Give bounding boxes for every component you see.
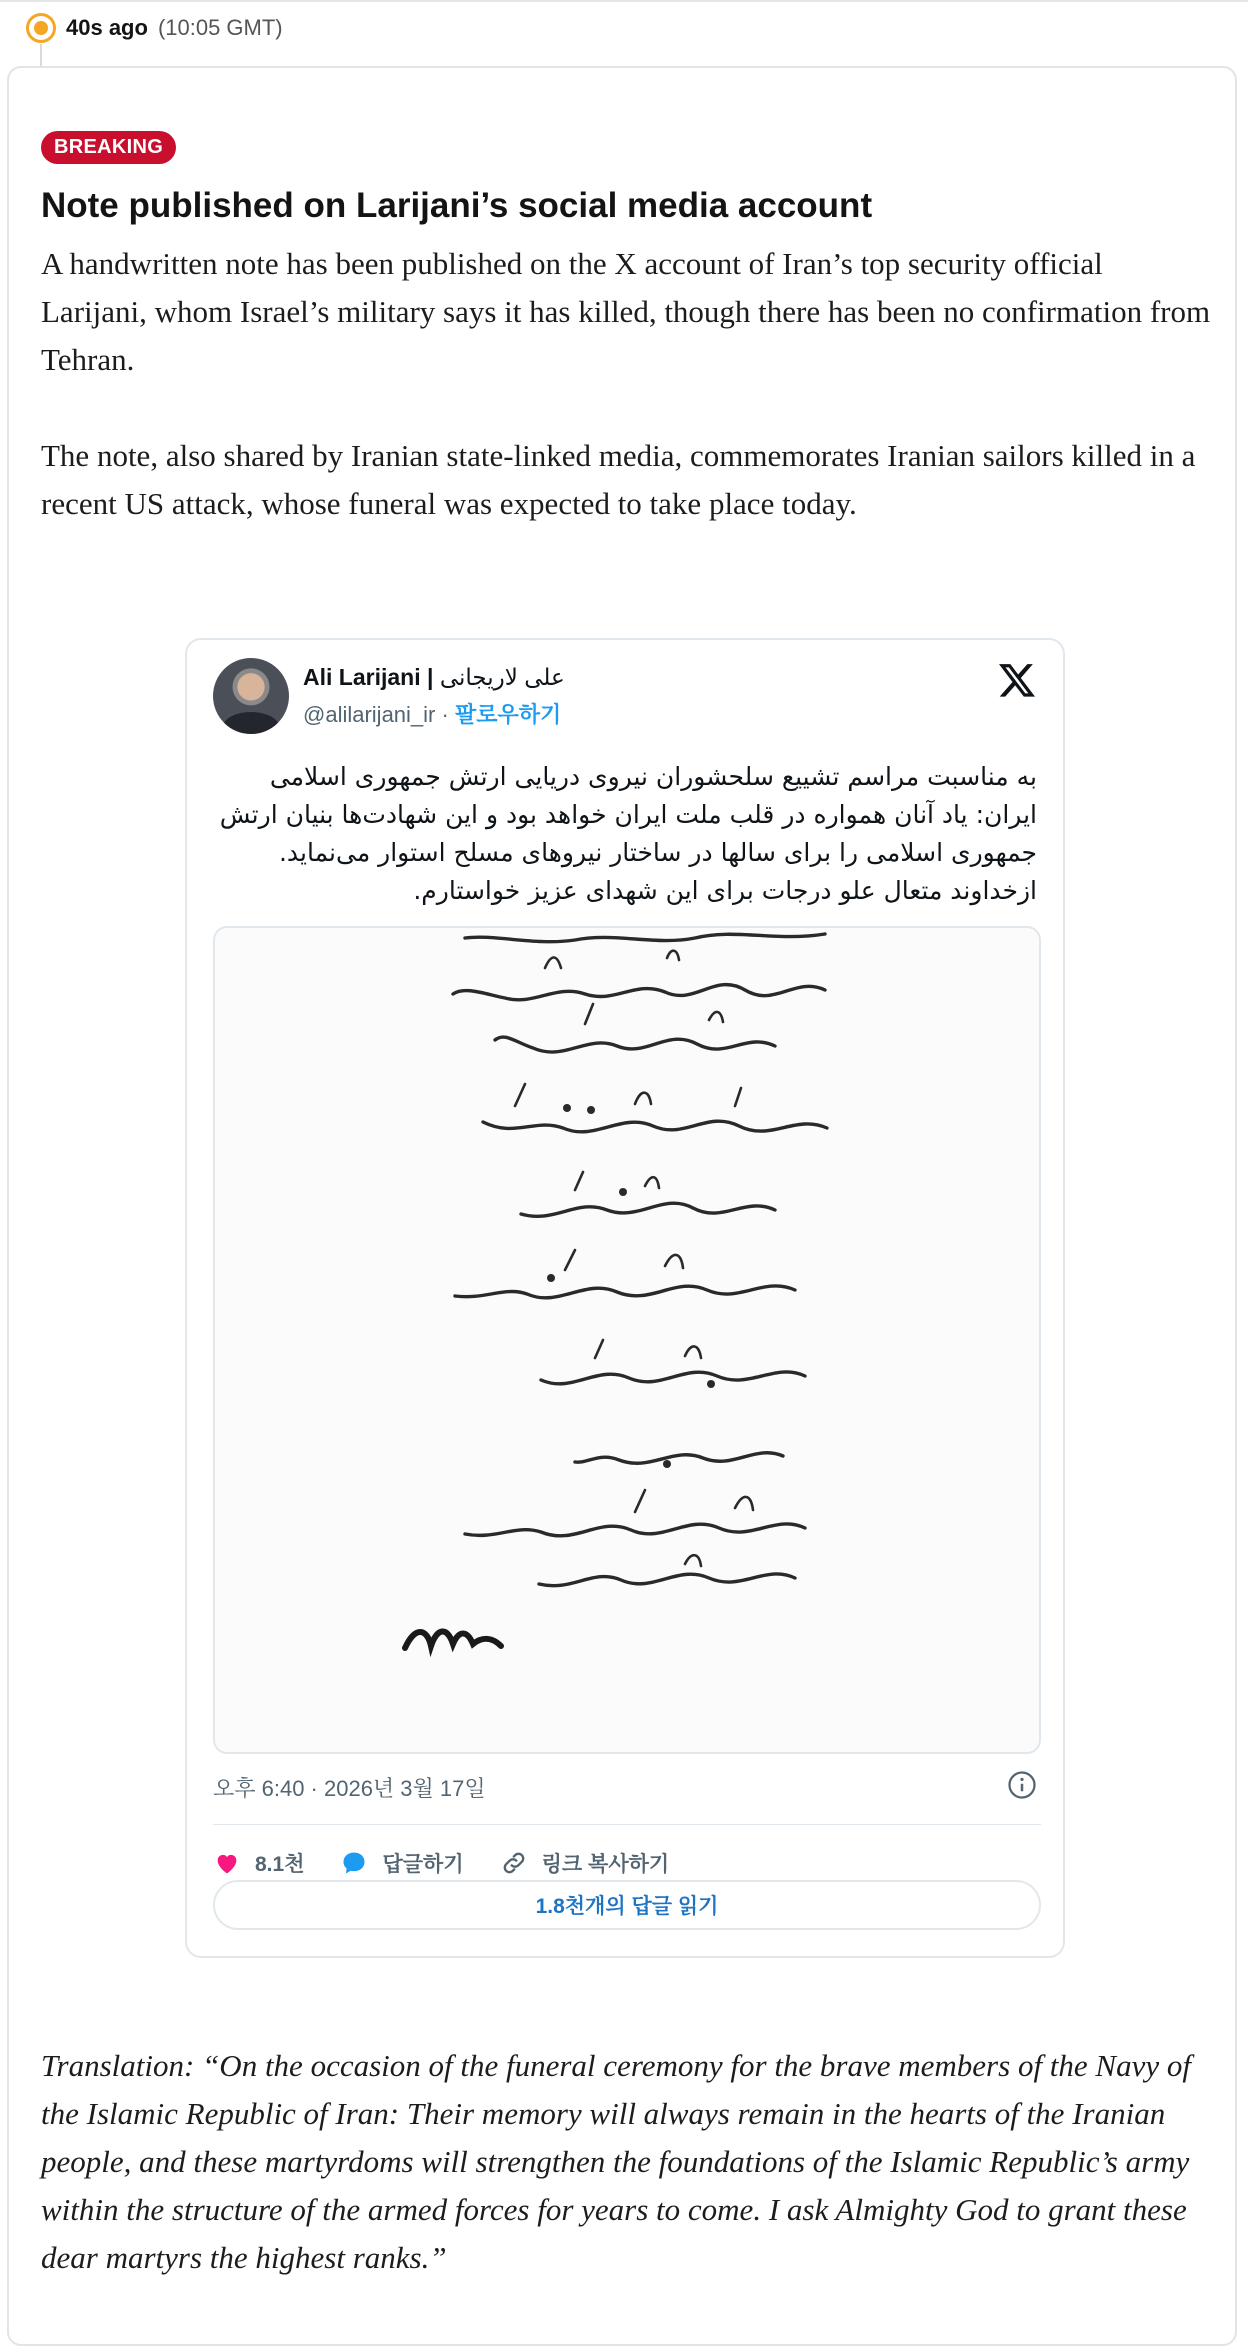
- speech-bubble-icon: [340, 1849, 368, 1877]
- handwritten-note-image[interactable]: [213, 926, 1041, 1754]
- read-replies-button[interactable]: 1.8천개의 답글 읽기: [213, 1880, 1041, 1930]
- handle-separator: ·: [435, 702, 455, 727]
- post-title: Note published on Larijani’s social media account: [41, 186, 873, 225]
- tweet-text: به مناسبت مراسم تشییع سلحشوران نیروی دریایی ارتش جمهوری اسلامی ایران: یاد آنان همواره در قلب ملت ایران خواهد بود و این شهادت‌ها بنیان ارتش جمهوری اسلامی را برای سالها در ساختار نیروهای مسلح استوار می‌نماید. ازخداوند متعال علو درجات برای این شهدای عزیز خواستارم.: [219, 762, 1037, 905]
- follow-button[interactable]: 팔로우하기: [454, 702, 562, 727]
- author-name[interactable]: Ali Larijani |: [303, 664, 434, 690]
- timeline-line: [40, 44, 42, 68]
- post-paragraph: The note, also shared by Iranian state-linked media, commemorates Iranian sailors killed in a recent US attack, whose funeral was expected to take place today.: [41, 438, 1196, 521]
- handwritten-note-drawing: [215, 928, 1039, 1752]
- reply-button[interactable]: [340, 1848, 463, 1878]
- breaking-badge: BREAKING: [41, 131, 176, 164]
- post-body: [41, 240, 1211, 576]
- tweet-datetime[interactable]: 오후 6:40 · 2026년 3월 17일: [213, 1776, 486, 1801]
- live-post-card: [7, 66, 1237, 2346]
- tweet-author-name[interactable]: [303, 664, 565, 691]
- link-icon: [500, 1849, 528, 1877]
- live-dot-icon: [26, 13, 56, 43]
- tweet-divider: [213, 1824, 1041, 1825]
- like-count: 8.1천: [255, 1853, 305, 1876]
- top-divider: [0, 0, 1248, 2]
- timestamp-ago: 40s ago: [66, 15, 148, 40]
- x-logo-icon[interactable]: [997, 660, 1037, 700]
- tweet-author-handle-line: [303, 698, 561, 729]
- info-icon[interactable]: [1007, 1770, 1037, 1800]
- post-paragraph: A handwritten note has been published on the X account of Iran’s top security official Larijani, whom Israel’s military says it has killed, though there has been no confirmation from Tehran.: [41, 246, 1211, 377]
- copy-link-button[interactable]: [500, 1848, 670, 1878]
- tweet-actions: [213, 1848, 669, 1878]
- reply-label: 답글하기: [382, 1853, 464, 1876]
- heart-icon: [213, 1849, 241, 1877]
- like-button[interactable]: [213, 1848, 304, 1878]
- embedded-tweet[interactable]: [185, 638, 1065, 1958]
- translation-text: Translation: “On the occasion of the funeral ceremony for the brave members of the Navy of the Islamic Republic of Iran: Their memory will always remain in the hearts of the Iranian people, and these martyrdoms will strengthen the foundations of the Islamic Republic’s army within the structure of the armed forces for years to come. I ask Almighty God to grant these dear martyrs the highest ranks.”: [41, 2048, 1191, 2275]
- author-handle[interactable]: @alilarijani_ir: [303, 702, 436, 727]
- author-name-persian[interactable]: علی لاریجانی: [439, 664, 565, 690]
- copy-link-label: 링크 복사하기: [541, 1853, 670, 1876]
- timestamp-gmt: (10:05 GMT): [157, 15, 283, 40]
- avatar[interactable]: [213, 658, 289, 734]
- post-timestamp: [26, 12, 283, 44]
